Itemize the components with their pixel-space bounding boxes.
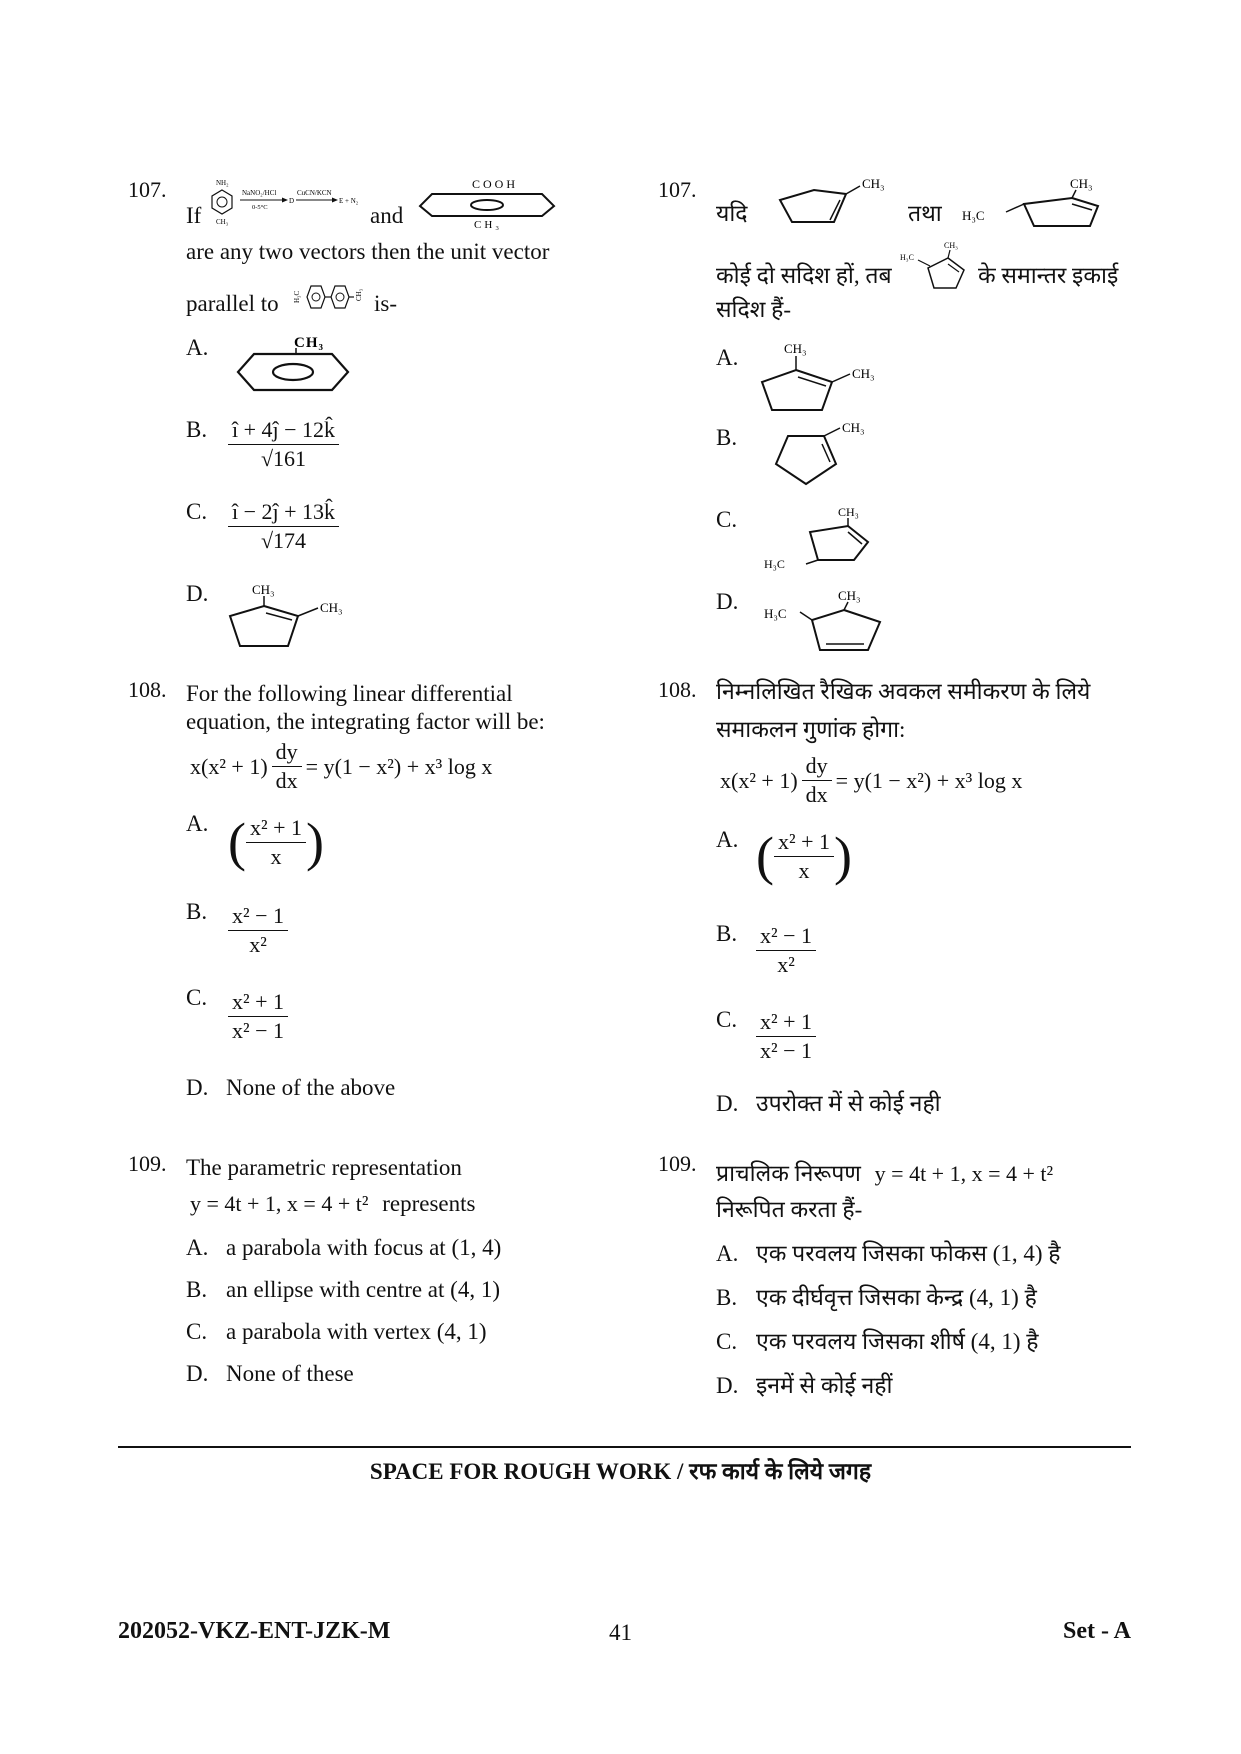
methyl-bond-2	[806, 560, 818, 564]
methyl-label-2: CH₃	[944, 241, 958, 250]
methyl-bond-1	[1072, 190, 1076, 198]
option-b-fraction	[228, 416, 339, 473]
option-b-text: एक दीर्घवृत्त जिसका केन्द्र (4, 1) है	[756, 1285, 1037, 1310]
biphenyl-circle-2	[336, 293, 344, 301]
option-d-structure	[764, 584, 914, 656]
fraction-numerator: x² + 1	[756, 1008, 816, 1037]
option-a-structure	[760, 340, 900, 416]
option-label: C.	[186, 985, 208, 1010]
q109-represents: represents	[382, 1191, 476, 1216]
question-number: 109.	[658, 1151, 697, 1176]
scheme-top-group: NH₂	[216, 179, 229, 187]
option-label: C.	[716, 507, 738, 532]
option-d-text: इनमें से कोई नहीं	[756, 1373, 893, 1398]
scheme-intermediate: D	[289, 197, 295, 205]
option-c-text: a parabola with vertex (4, 1)	[226, 1319, 487, 1344]
equation-lhs: x(x² + 1)	[720, 767, 798, 793]
biphenyl-ring-2	[331, 286, 349, 308]
rough-work-label: SPACE FOR ROUGH WORK / रफ कार्य के लिये जगह	[369, 1459, 872, 1484]
methyl-label-1: CH₃	[838, 505, 859, 519]
methyl-label-2: CH₃	[838, 588, 861, 603]
question-number: 108.	[128, 677, 167, 702]
ring-outline	[420, 194, 554, 216]
dimethylbiphenyl-structure	[292, 282, 370, 312]
methyl-label-1: H₃C	[900, 253, 914, 262]
benzene-hexagon	[238, 354, 348, 390]
option-label: C.	[716, 1007, 738, 1032]
option-a-fraction	[756, 826, 852, 886]
equation-rhs: = y(1 − x²) + x³ log x	[305, 753, 493, 779]
fraction-numerator: î + 4ĵ − 12k̂	[228, 416, 339, 445]
scheme-condition-1: 0-5°C	[252, 204, 268, 211]
methyl-label-1: CH₃	[1070, 176, 1093, 191]
option-label: A.	[186, 1235, 209, 1260]
option-c-fraction	[756, 1008, 816, 1065]
q109-line2	[190, 1190, 475, 1218]
methyl-bond-1	[800, 612, 812, 620]
option-a-structure	[232, 334, 362, 404]
fraction-denominator: x	[270, 843, 282, 869]
fraction-numerator: x² + 1	[246, 814, 306, 843]
q108-line1: For the following linear differential	[186, 681, 513, 706]
methyl-bond-2	[832, 374, 850, 382]
benzene-circle	[217, 197, 227, 207]
q107-parallel-to: parallel to	[186, 291, 279, 316]
q108-equation	[190, 738, 492, 795]
methyl-bond-2	[948, 250, 950, 258]
q107-hindi-line3: सदिश हैं-	[716, 297, 791, 322]
option-label: A.	[716, 827, 739, 852]
option-label: D.	[716, 1373, 739, 1398]
q108-line2: equation, the integrating factor will be:	[186, 709, 545, 734]
q109-hindi-lead: प्राचलिक निरूपण	[716, 1161, 861, 1186]
q108-hindi-line1: निम्नलिखित रैखिक अवकल समीकरण के लिये	[716, 679, 1091, 704]
q108-hindi-line2: समाकलन गुणांक होगा:	[716, 717, 906, 742]
option-label: D.	[716, 589, 739, 614]
option-d-text: उपरोक्त में से कोई नही	[756, 1091, 941, 1116]
option-label: B.	[186, 417, 208, 442]
biphenyl-ring-1	[307, 286, 325, 308]
rough-work-divider	[118, 1446, 1131, 1448]
right-paren: )	[834, 826, 852, 886]
fraction-denominator: x²	[249, 932, 267, 957]
option-a-text: एक परवलय जिसका फोकस (1, 4) है	[756, 1241, 1061, 1266]
equation-rhs: = y(1 − x²) + x³ log x	[835, 767, 1023, 793]
option-label: A.	[186, 811, 209, 836]
double-bond	[1072, 204, 1092, 210]
option-label: D.	[186, 1361, 209, 1386]
fraction-numerator: x² + 1	[228, 988, 288, 1017]
paper-code: 202052-VKZ-ENT-JZK-M	[118, 1618, 391, 1644]
methyl-label-1: CH₃	[252, 582, 275, 597]
methyl-label-1: CH₃	[784, 341, 807, 356]
option-label: A.	[716, 345, 739, 370]
option-b-fraction	[228, 902, 288, 959]
option-b-text: an ellipse with centre at (4, 1)	[226, 1277, 500, 1302]
cyclopentene-ring	[928, 258, 964, 288]
methyl-bond	[824, 428, 840, 436]
methyl-label-2: CH₃	[320, 600, 343, 615]
biphenyl-left-group: H₃C	[293, 290, 301, 303]
scheme-reagent-2: CuCN/KCN	[297, 189, 332, 197]
benzene-ring	[212, 190, 232, 214]
methyl-label-1: H₃C	[764, 606, 787, 621]
q108-hindi-equation	[720, 752, 1022, 809]
option-label: B.	[716, 921, 738, 946]
methyl-bond-1	[918, 260, 930, 266]
option-label: A.	[716, 1241, 739, 1266]
methyl-label: CH₃	[862, 176, 885, 191]
cyclopentene-ring	[810, 526, 868, 560]
option-label: B.	[716, 1285, 738, 1310]
q107-is: is-	[374, 291, 397, 316]
question-number: 108.	[658, 677, 697, 702]
option-b-fraction	[756, 922, 816, 979]
option-label: B.	[186, 899, 208, 924]
q107-if: If	[186, 203, 202, 228]
methyl-label: CH₃	[294, 335, 324, 351]
question-number: 109.	[128, 1151, 167, 1176]
option-c-fraction	[228, 988, 288, 1045]
option-c-fraction	[228, 498, 339, 555]
option-label: A.	[186, 335, 209, 360]
hindi-struct-2	[962, 176, 1122, 236]
q107-hindi-line2a: कोई दो सदिश हों, तब	[716, 263, 892, 288]
fraction-denominator: x²	[777, 952, 795, 977]
benzene-circle	[273, 364, 313, 380]
methyl-label: CH₃	[842, 420, 865, 435]
left-paren: (	[756, 826, 774, 886]
methyl-bond-2	[844, 602, 848, 610]
q107-line2: are any two vectors then the unit vector	[186, 239, 550, 264]
arrowhead-1	[282, 198, 288, 203]
option-a-text: a parabola with focus at (1, 4)	[226, 1235, 502, 1260]
option-b-structure	[770, 420, 890, 490]
left-paren: (	[228, 812, 246, 872]
scheme-product: E + N₂	[339, 197, 359, 205]
hindi-inline-struct	[900, 240, 980, 298]
option-d-text: None of these	[226, 1361, 354, 1386]
option-label: C.	[186, 1319, 208, 1344]
methyl-bond-2	[298, 608, 318, 616]
option-d-text: None of the above	[226, 1075, 396, 1100]
methyl-bond	[846, 186, 860, 194]
question-number: 107.	[128, 177, 167, 202]
q107-hindi-if: यदि	[716, 201, 748, 226]
option-c-structure	[760, 502, 890, 572]
reaction-scheme	[208, 178, 368, 234]
option-label: B.	[186, 1277, 208, 1302]
cyclopentene-ring	[1024, 198, 1098, 226]
fraction-numerator: î − 2ĵ + 13k̂	[228, 498, 339, 527]
derivative-dy: dy	[272, 738, 302, 767]
toluic-acid-structure	[420, 177, 570, 231]
option-label: D.	[716, 1091, 739, 1116]
methyl-bond-2	[1006, 204, 1024, 212]
cyclopentene-ring	[762, 370, 832, 410]
question-number: 107.	[658, 177, 697, 202]
option-label: C.	[186, 499, 208, 524]
cooh-label: COOH	[472, 177, 519, 191]
option-a-fraction	[228, 812, 324, 872]
q109-hindi-line1	[716, 1160, 1053, 1188]
scheme-bottom-group: CH₃	[216, 218, 229, 226]
fraction-denominator: x² − 1	[232, 1018, 285, 1043]
parametric-equation: y = 4t + 1, x = 4 + t²	[874, 1161, 1054, 1186]
scheme-reagent-1: NaNO₂/HCl	[242, 189, 277, 197]
set-label: Set - A	[1063, 1618, 1131, 1644]
derivative-dx: dx	[805, 782, 828, 807]
derivative-dx: dx	[275, 768, 298, 793]
methyl-label-2: H₃C	[764, 557, 785, 571]
methyl-label-2: H₃C	[962, 208, 985, 223]
biphenyl-circle-1	[312, 293, 320, 301]
fraction-denominator: √161	[260, 446, 307, 471]
fraction-numerator: x² − 1	[756, 922, 816, 951]
page-number: 41	[609, 1620, 632, 1645]
option-label: D.	[186, 581, 209, 606]
option-label: D.	[186, 1075, 209, 1100]
methyl-label-2: CH₃	[852, 366, 875, 381]
ch3-label: CH₃	[474, 219, 503, 231]
parametric-equation: y = 4t + 1, x = 4 + t²	[190, 1191, 369, 1216]
q109-line1: The parametric representation	[186, 1155, 462, 1180]
q107-and: and	[370, 203, 404, 228]
q107-hindi-and: तथा	[908, 201, 942, 226]
equation-lhs: x(x² + 1)	[190, 753, 268, 779]
cyclopentene-ring	[780, 190, 846, 222]
fraction-denominator: x² − 1	[760, 1038, 813, 1063]
option-c-text: एक परवलय जिसका शीर्ष (4, 1) है	[756, 1329, 1039, 1354]
q107-hindi-line2b: के समान्तर इकाई	[978, 263, 1119, 288]
fraction-denominator: x	[798, 857, 810, 883]
cyclopentene-ring	[776, 436, 836, 484]
q109-hindi-line2: निरूपित करता हैं-	[716, 1197, 863, 1222]
right-paren: )	[306, 812, 324, 872]
option-d-structure	[228, 580, 368, 650]
fraction-numerator: x² + 1	[774, 828, 834, 857]
option-label: B.	[716, 425, 738, 450]
cyclopentene-ring	[230, 606, 298, 646]
arrowhead-2	[332, 198, 338, 203]
hindi-struct-1	[778, 178, 908, 232]
fraction-numerator: x² − 1	[228, 902, 288, 931]
biphenyl-right-group: CH₃	[355, 288, 363, 301]
double-bond	[848, 532, 862, 544]
fraction-denominator: √174	[260, 528, 307, 553]
ring-circle	[471, 200, 503, 210]
derivative-dy: dy	[802, 752, 832, 781]
option-label: C.	[716, 1329, 738, 1354]
